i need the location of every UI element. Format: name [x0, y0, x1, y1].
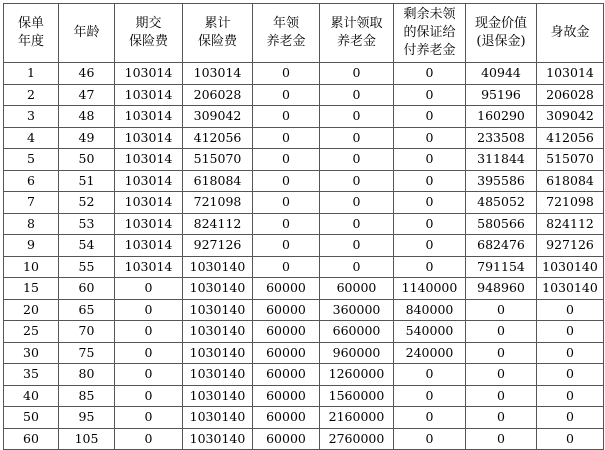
header-line: 累计领取: [330, 16, 383, 31]
table-cell: 721098: [183, 192, 253, 214]
table-cell: 682476: [466, 235, 537, 257]
table-cell: 4: [4, 127, 59, 149]
table-cell: 0: [115, 278, 183, 300]
table-cell: 50: [4, 407, 59, 429]
table-cell: 515070: [183, 149, 253, 171]
table-cell: 240000: [394, 342, 466, 364]
table-cell: 618084: [183, 170, 253, 192]
table-cell: 618084: [537, 170, 604, 192]
table-row: [4, 149, 604, 171]
table-cell: 0: [466, 321, 537, 343]
table-cell: 0: [394, 256, 466, 278]
header-line: 现金价值: [474, 16, 527, 31]
table-row: [4, 106, 604, 128]
table-cell: 0: [537, 364, 604, 386]
table-cell: 0: [394, 213, 466, 235]
table-cell: 55: [59, 256, 115, 278]
table-cell: 1030140: [537, 278, 604, 300]
table-cell: 1030140: [183, 342, 253, 364]
table-row: [4, 407, 604, 429]
table-cell: 0: [320, 127, 394, 149]
table-cell: 5: [4, 149, 59, 171]
header-line: 保险费: [197, 34, 237, 49]
table-cell: 1030140: [183, 321, 253, 343]
table-cell: 0: [394, 63, 466, 85]
cash-value-header: [466, 4, 537, 63]
table-cell: 485052: [466, 192, 537, 214]
table-cell: 103014: [115, 106, 183, 128]
table-row: [4, 192, 604, 214]
table-cell: 85: [59, 385, 115, 407]
table-cell: 160290: [466, 106, 537, 128]
annual-pension-header: [253, 4, 320, 63]
table-cell: 206028: [183, 84, 253, 106]
table-cell: 47: [59, 84, 115, 106]
cumulative-premium-header: [183, 4, 253, 63]
table-cell: 50: [59, 149, 115, 171]
table-cell: 3: [4, 106, 59, 128]
table-cell: 1: [4, 63, 59, 85]
death-benefit-header: [537, 4, 604, 63]
table-cell: 103014: [183, 63, 253, 85]
table-cell: 0: [115, 385, 183, 407]
table-cell: 51: [59, 170, 115, 192]
table-cell: 0: [253, 63, 320, 85]
table-cell: 0: [115, 428, 183, 450]
table-cell: 0: [394, 192, 466, 214]
table-cell: 0: [320, 84, 394, 106]
table-cell: 60000: [253, 428, 320, 450]
table-cell: 105: [59, 428, 115, 450]
table-cell: 0: [320, 170, 394, 192]
table-cell: 0: [320, 63, 394, 85]
header-line: 剩余未领: [403, 7, 456, 22]
table-cell: 9: [4, 235, 59, 257]
table-cell: 49: [59, 127, 115, 149]
table-row: [4, 213, 604, 235]
table-cell: 0: [394, 235, 466, 257]
table-cell: 412056: [183, 127, 253, 149]
table-cell: 6: [4, 170, 59, 192]
header-line: 年龄: [73, 25, 100, 40]
table-cell: 20: [4, 299, 59, 321]
table-cell: 0: [537, 342, 604, 364]
table-cell: 60000: [253, 321, 320, 343]
table-cell: 103014: [115, 170, 183, 192]
table-cell: 1260000: [320, 364, 394, 386]
table-cell: 40944: [466, 63, 537, 85]
table-cell: 103014: [537, 63, 604, 85]
table-cell: 103014: [115, 149, 183, 171]
table-cell: 791154: [466, 256, 537, 278]
table-cell: 103014: [115, 192, 183, 214]
table-cell: 233508: [466, 127, 537, 149]
table-cell: 0: [394, 106, 466, 128]
age-header: [59, 4, 115, 63]
table-cell: 540000: [394, 321, 466, 343]
table-cell: 1030140: [183, 256, 253, 278]
table-cell: 0: [253, 192, 320, 214]
table-row: [4, 127, 604, 149]
table-cell: 2760000: [320, 428, 394, 450]
table-cell: 103014: [115, 127, 183, 149]
benefit-table: [3, 3, 604, 450]
table-cell: 0: [466, 342, 537, 364]
table-cell: 25: [4, 321, 59, 343]
table-row: [4, 299, 604, 321]
table-cell: 0: [394, 149, 466, 171]
table-cell: 824112: [183, 213, 253, 235]
table-row: [4, 278, 604, 300]
table-cell: 60000: [253, 342, 320, 364]
table-cell: 1030140: [183, 385, 253, 407]
table-cell: 60000: [253, 278, 320, 300]
table-row: [4, 170, 604, 192]
table-row: [4, 321, 604, 343]
table-cell: 35: [4, 364, 59, 386]
table-cell: 1030140: [183, 428, 253, 450]
table-cell: 515070: [537, 149, 604, 171]
table-cell: 0: [537, 428, 604, 450]
remaining-guaranteed-header: [394, 4, 466, 63]
table-cell: 1030140: [183, 278, 253, 300]
table-cell: 80: [59, 364, 115, 386]
table-cell: 0: [394, 385, 466, 407]
table-cell: 0: [115, 364, 183, 386]
table-cell: 15: [4, 278, 59, 300]
table-cell: 75: [59, 342, 115, 364]
table-cell: 103014: [115, 84, 183, 106]
table-cell: 0: [320, 235, 394, 257]
header-line: 付养老金: [403, 43, 456, 58]
table-cell: 60000: [320, 278, 394, 300]
table-row: [4, 84, 604, 106]
header-line: 保单: [17, 16, 44, 31]
table-cell: 60: [59, 278, 115, 300]
table-cell: 0: [537, 321, 604, 343]
table-cell: 0: [253, 84, 320, 106]
table-row: [4, 342, 604, 364]
table-cell: 721098: [537, 192, 604, 214]
table-cell: 0: [320, 256, 394, 278]
table-row: [4, 364, 604, 386]
table-cell: 0: [466, 299, 537, 321]
table-cell: 1560000: [320, 385, 394, 407]
table-cell: 0: [394, 170, 466, 192]
table-cell: 927126: [183, 235, 253, 257]
table-cell: 824112: [537, 213, 604, 235]
table-cell: 103014: [115, 256, 183, 278]
header-row: [4, 4, 604, 63]
table-cell: 0: [537, 385, 604, 407]
table-cell: 70: [59, 321, 115, 343]
table-cell: 0: [115, 342, 183, 364]
table-cell: 0: [394, 364, 466, 386]
table-body: [4, 63, 604, 450]
table-cell: 0: [466, 428, 537, 450]
table-cell: 60000: [253, 385, 320, 407]
header-line: 期交: [135, 16, 162, 31]
table-cell: 54: [59, 235, 115, 257]
table-cell: 0: [253, 170, 320, 192]
table-cell: 52: [59, 192, 115, 214]
table-cell: 960000: [320, 342, 394, 364]
table-row: [4, 256, 604, 278]
table-cell: 103014: [115, 235, 183, 257]
table-cell: 0: [320, 149, 394, 171]
table-cell: 309042: [537, 106, 604, 128]
table-cell: 0: [394, 127, 466, 149]
policy-year-header: [4, 4, 59, 63]
table-cell: 8: [4, 213, 59, 235]
table-cell: 65: [59, 299, 115, 321]
table-cell: 0: [253, 127, 320, 149]
table-cell: 0: [320, 192, 394, 214]
table-cell: 46: [59, 63, 115, 85]
header-line: 年领: [272, 16, 299, 31]
table-cell: 0: [320, 106, 394, 128]
table-cell: 0: [394, 407, 466, 429]
table-cell: 95196: [466, 84, 537, 106]
table-cell: 60: [4, 428, 59, 450]
table-row: [4, 385, 604, 407]
table-cell: 660000: [320, 321, 394, 343]
table-cell: 30: [4, 342, 59, 364]
annual-premium-header: [115, 4, 183, 63]
table-cell: 309042: [183, 106, 253, 128]
table-cell: 206028: [537, 84, 604, 106]
table-cell: 1030140: [183, 364, 253, 386]
header-line: (退保金): [476, 34, 526, 49]
table-cell: 2: [4, 84, 59, 106]
table-cell: 1030140: [183, 299, 253, 321]
header-line: 的保证给: [403, 25, 456, 40]
table-cell: 0: [115, 299, 183, 321]
table-cell: 0: [537, 407, 604, 429]
table-cell: 60000: [253, 364, 320, 386]
table-cell: 840000: [394, 299, 466, 321]
table-row: [4, 63, 604, 85]
table-cell: 395586: [466, 170, 537, 192]
table-cell: 1030140: [537, 256, 604, 278]
table-cell: 0: [466, 407, 537, 429]
table-cell: 40: [4, 385, 59, 407]
cumulative-pension-header: [320, 4, 394, 63]
header-line: 保险费: [128, 34, 168, 49]
header-line: 累计: [204, 16, 231, 31]
table-cell: 0: [537, 299, 604, 321]
table-cell: 0: [394, 84, 466, 106]
table-cell: 60000: [253, 299, 320, 321]
table-cell: 311844: [466, 149, 537, 171]
header-line: 年度: [17, 34, 44, 49]
header-line: 养老金: [336, 34, 376, 49]
table-cell: 580566: [466, 213, 537, 235]
table-cell: 412056: [537, 127, 604, 149]
table-cell: 0: [115, 321, 183, 343]
table-cell: 0: [253, 149, 320, 171]
table-cell: 48: [59, 106, 115, 128]
table-cell: 0: [115, 407, 183, 429]
table-cell: 2160000: [320, 407, 394, 429]
header-line: 养老金: [266, 34, 306, 49]
table-cell: 10: [4, 256, 59, 278]
table-row: [4, 235, 604, 257]
table-cell: 0: [253, 256, 320, 278]
table-cell: 0: [394, 428, 466, 450]
table-cell: 0: [320, 213, 394, 235]
table-cell: 927126: [537, 235, 604, 257]
table-cell: 360000: [320, 299, 394, 321]
table-cell: 0: [466, 385, 537, 407]
table-cell: 0: [253, 235, 320, 257]
table-cell: 1030140: [183, 407, 253, 429]
table-cell: 0: [466, 364, 537, 386]
table-cell: 0: [253, 106, 320, 128]
table-cell: 7: [4, 192, 59, 214]
table-cell: 948960: [466, 278, 537, 300]
table-cell: 60000: [253, 407, 320, 429]
table-cell: 95: [59, 407, 115, 429]
table-cell: 1140000: [394, 278, 466, 300]
table-row: [4, 428, 604, 450]
table-header: [4, 4, 604, 63]
header-line: 身故金: [550, 25, 590, 40]
table-cell: 103014: [115, 63, 183, 85]
table-cell: 53: [59, 213, 115, 235]
table-cell: 103014: [115, 213, 183, 235]
table-cell: 0: [253, 213, 320, 235]
